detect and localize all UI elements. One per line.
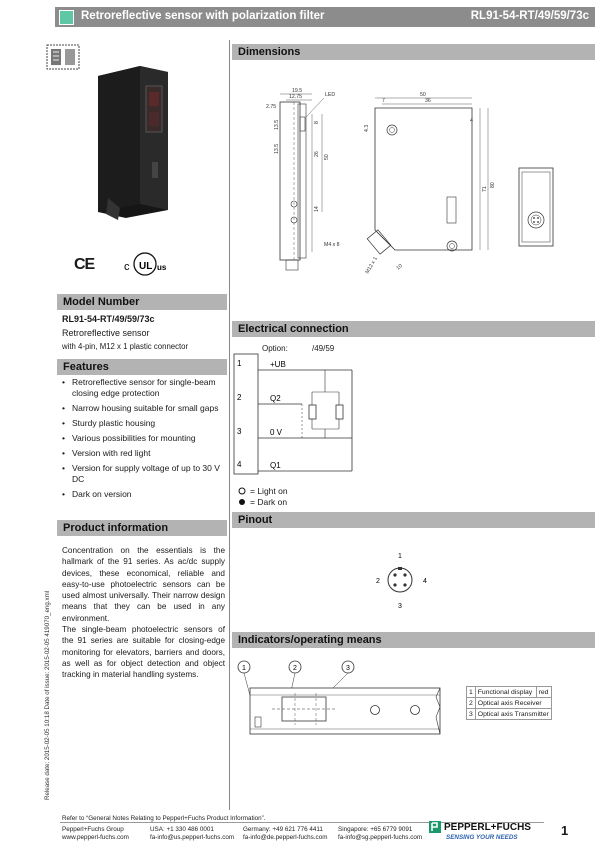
svg-text:4.3: 4.3: [364, 124, 370, 132]
brand-name: PEPPERL+FUCHS: [444, 822, 531, 833]
light-on-symbol-icon: [238, 487, 246, 495]
svg-text:4: 4: [470, 118, 473, 124]
svg-text:1: 1: [398, 553, 402, 560]
product-photo: [80, 62, 190, 222]
option-value: /49/59: [312, 344, 335, 353]
product-information-header: Product information: [57, 520, 227, 536]
svg-text:80: 80: [490, 182, 496, 188]
document-title: Retroreflective sensor with polarization filter: [81, 10, 325, 22]
row-label: Functional display: [475, 687, 536, 698]
svg-text:50: 50: [420, 92, 426, 98]
cul-us-mark: [123, 250, 167, 278]
feature-item: • Various possibilities for mounting: [62, 433, 227, 444]
model-code: RL91-54-RT/49/59/73c: [62, 314, 155, 324]
feature-item: • Version with red light: [62, 448, 227, 459]
dimensions-drawing: [232, 62, 595, 292]
feature-item: • Retroreflective sensor for single-beam closing edge protection: [62, 377, 227, 399]
title-square-icon: [59, 10, 74, 25]
indicators-header: Indicators/operating means: [232, 632, 595, 648]
legend-dark-on: = Dark on: [250, 497, 288, 507]
svg-text:LED: LED: [325, 92, 336, 98]
svg-text:+UB: +UB: [270, 360, 286, 369]
brand-tagline: SENSING YOUR NEEDS: [446, 834, 518, 841]
table-row: [467, 698, 552, 709]
svg-text:2: 2: [237, 393, 242, 402]
svg-text:26: 26: [314, 151, 320, 157]
svg-text:2: 2: [293, 665, 297, 672]
svg-text:2: 2: [376, 578, 380, 585]
table-row: [467, 687, 552, 698]
model-number-header: Model Number: [57, 294, 227, 310]
svg-text:4: 4: [237, 460, 242, 469]
row-label: Optical axis Receiver: [475, 698, 551, 709]
pinout-header: Pinout: [232, 512, 595, 528]
feature-item: • Narrow housing suitable for small gaps: [62, 403, 227, 414]
svg-text:50: 50: [324, 154, 330, 160]
svg-text:M12 x 1: M12 x 1: [364, 256, 379, 275]
indicators-table: [466, 686, 552, 720]
svg-text:Q2: Q2: [270, 394, 281, 403]
svg-text:19.5: 19.5: [292, 88, 303, 94]
housing-icon: [46, 44, 80, 70]
footer-germany-email[interactable]: fa-info@de.pepperl-fuchs.com: [243, 834, 328, 841]
svg-text:1: 1: [237, 359, 242, 368]
footer-germany-phone: Germany: +49 621 776 4411: [243, 826, 323, 833]
indicators-drawing: [232, 655, 462, 745]
features-header: Features: [57, 359, 227, 375]
svg-text:us: us: [157, 263, 167, 272]
product-info-paragraph: The single-beam photoelectric sensors of the 91 series are suitable for closing-edge monitoring for elevators, barriers and doors, as well as for object detection and object tracking in material handling systems.: [62, 625, 225, 680]
svg-text:3: 3: [346, 665, 350, 672]
footer-website[interactable]: www.pepperl-fuchs.com: [62, 834, 129, 841]
option-label: Option:: [262, 344, 288, 353]
title-bar: [55, 7, 595, 27]
pinout-diagram: [372, 552, 432, 610]
feature-item: • Version for supply voltage of up to 30 V DC: [62, 463, 227, 485]
footer-usa-phone: USA: +1 330 486 0001: [150, 826, 214, 833]
svg-text:13.5: 13.5: [274, 119, 280, 130]
svg-text:71: 71: [482, 186, 488, 192]
wiring-diagram: [232, 352, 362, 482]
svg-text:c: c: [124, 261, 130, 273]
pepperl-fuchs-logo-icon: [429, 821, 441, 833]
model-connector: with 4-pin, M12 x 1 plastic connector: [62, 342, 189, 351]
model-description: Retroreflective sensor: [62, 328, 150, 338]
release-info: Release date: 2015-02-05 10:18 Date of issue: 2015-02-05 419070_eng.xml: [44, 590, 51, 800]
svg-text:2.75: 2.75: [266, 104, 277, 110]
svg-text:Q1: Q1: [270, 461, 281, 470]
footer-note: Refer to “General Notes Relating to Pepperl+Fuchs Product Information”.: [62, 815, 266, 822]
footer-singapore-email[interactable]: fa-info@sg.pepperl-fuchs.com: [338, 834, 423, 841]
svg-text:M4 x 8: M4 x 8: [324, 242, 340, 248]
dimensions-header: Dimensions: [232, 44, 595, 60]
feature-item: • Sturdy plastic housing: [62, 418, 227, 429]
footer-usa-email[interactable]: fa-info@us.pepperl-fuchs.com: [150, 834, 235, 841]
product-code: RL91-54-RT/49/59/73c: [470, 10, 589, 22]
svg-text:10: 10: [395, 263, 404, 272]
dark-on-symbol-icon: [238, 498, 246, 506]
ce-mark: CE: [74, 256, 95, 273]
legend-light-on: = Light on: [250, 486, 288, 496]
svg-text:13.5: 13.5: [274, 143, 280, 154]
column-divider: [229, 40, 230, 810]
svg-text:12.75: 12.75: [289, 94, 302, 100]
row-value: red: [536, 687, 551, 698]
svg-text:UL: UL: [139, 261, 153, 272]
table-row: [467, 709, 552, 720]
page-number: 1: [561, 823, 569, 838]
svg-text:14: 14: [314, 206, 320, 212]
svg-text:1: 1: [242, 665, 246, 672]
svg-text:8: 8: [314, 121, 320, 124]
row-label: Optical axis Transmitter: [475, 709, 551, 720]
electrical-connection-header: Electrical connection: [232, 321, 595, 337]
footer-company: Pepperl+Fuchs Group: [62, 826, 124, 833]
feature-item: • Dark on version: [62, 489, 227, 500]
footer-singapore-phone: Singapore: +65 6779 9091: [338, 826, 413, 833]
svg-text:3: 3: [398, 603, 402, 610]
svg-text:7: 7: [382, 98, 385, 104]
svg-text:36: 36: [425, 98, 431, 104]
product-information-text: [62, 545, 225, 681]
product-info-paragraph: Concentration on the essentials is the hallmark of the 91 series. As ac/dc supply devices, these economical, reliable and easy-to-use photoelectric sensors can be used almost universally. Their narrow design means that they can be used in any environment.: [62, 546, 225, 623]
svg-text:3: 3: [237, 427, 242, 436]
row-number: 1: [467, 687, 476, 698]
row-number: 3: [467, 709, 476, 720]
svg-text:0 V: 0 V: [270, 428, 283, 437]
features-list: [62, 377, 227, 504]
row-number: 2: [467, 698, 476, 709]
svg-text:4: 4: [423, 578, 427, 585]
